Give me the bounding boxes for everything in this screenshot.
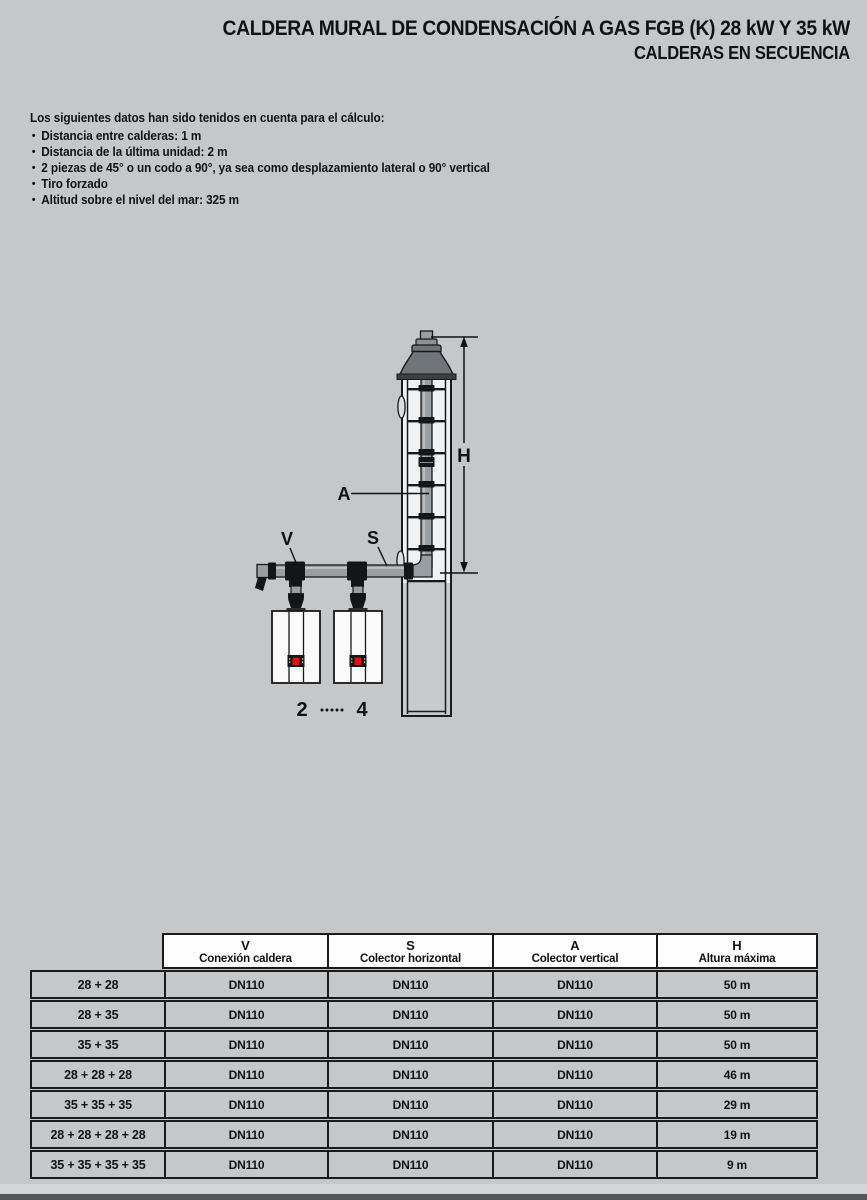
vertical-collector-pipe [419, 377, 435, 567]
boiler-1 [272, 611, 320, 683]
shaft-port [398, 396, 405, 418]
label-count-from: 2 [296, 699, 308, 721]
table-row: 28 + 28 DN110 DN110 DN110 50 m [30, 970, 818, 999]
label-h: H [457, 446, 471, 467]
bullet-item: • Distancia entre calderas: 1 m [31, 129, 202, 143]
title-line-2: CALDERAS EN SECUENCIA [634, 43, 850, 63]
tee-fitting-1 [285, 562, 305, 588]
column-header-h: H Altura máxima [656, 935, 816, 967]
table-row: 28 + 28 + 28 DN110 DN110 DN110 46 m [30, 1060, 818, 1089]
label-a: A [337, 484, 351, 504]
column-header-v: V Conexión caldera [199, 937, 292, 965]
page-bottom-strip [0, 1184, 867, 1194]
boiler-connection-1 [287, 586, 306, 612]
control-display [355, 658, 362, 666]
boiler-2 [334, 611, 382, 683]
label-s: S [366, 528, 380, 548]
page-bottom-edge [0, 1194, 867, 1200]
bullet-icon: • [31, 146, 36, 158]
table-row: 35 + 35 + 35 DN110 DN110 DN110 29 m [30, 1090, 818, 1119]
condensate-drain [255, 577, 267, 591]
table-header-row [162, 933, 818, 969]
table-row: 28 + 35 DN110 DN110 DN110 50 m [30, 1000, 818, 1029]
label-v: V [280, 529, 294, 549]
bullet-list [30, 128, 556, 208]
table-row: 28 + 28 + 28 + 28 DN110 DN110 DN110 19 m [30, 1120, 818, 1149]
flue-system-diagram [250, 325, 482, 725]
bullet-icon: • [31, 178, 36, 190]
bullet-icon: • [31, 130, 36, 142]
bullet-icon: • [31, 194, 36, 206]
bullet-item: • Tiro forzado [31, 177, 108, 191]
bullet-icon: • [31, 162, 36, 174]
ellipsis-dots [321, 709, 344, 712]
title-line-1: CALDERA MURAL DE CONDENSACIÓN A GAS FGB (K) 28 kW Y 35 kW [222, 17, 850, 40]
bullet-item: • Altitud sobre el nivel del mar: 325 m [31, 193, 239, 207]
boiler-connection-2 [349, 586, 368, 612]
bullet-item: • 2 piezas de 45° o un codo a 90°, ya sea como desplazamiento lateral o 90° vertical [31, 161, 490, 175]
page-title [223, 16, 850, 64]
intro-lead: Los siguientes datos han sido tenidos en cuenta para el cálculo: [30, 111, 385, 125]
control-display [293, 658, 300, 666]
column-header-s: S Colector horizontal [327, 935, 492, 967]
bullet-item: • Distancia de la última unidad: 2 m [31, 145, 228, 159]
column-header-a: A Colector vertical [492, 935, 656, 967]
table-row: 35 + 35 DN110 DN110 DN110 50 m [30, 1030, 818, 1059]
table-row: 35 + 35 + 35 + 35 DN110 DN110 DN110 9 m [30, 1150, 818, 1179]
calculation-assumptions [30, 110, 556, 208]
tee-fitting-2 [347, 562, 367, 588]
chimney-cap [397, 331, 456, 380]
label-count-to: 4 [356, 699, 368, 721]
sizing-table [30, 933, 818, 1179]
